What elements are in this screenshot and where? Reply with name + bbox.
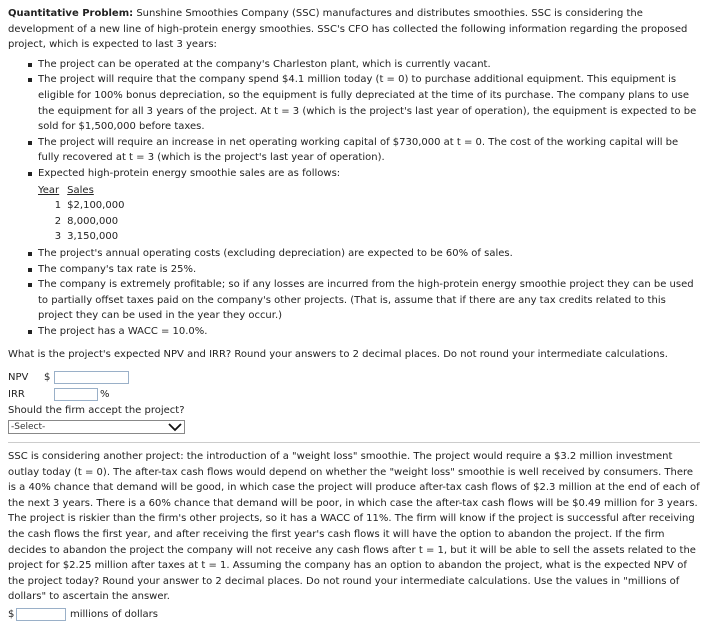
npv-currency: $ bbox=[44, 372, 51, 384]
problem-title: Quantitative Problem: bbox=[8, 8, 134, 19]
table-cell-sales: $2,100,000 bbox=[67, 200, 125, 212]
table-cell-year: 3 bbox=[54, 231, 62, 243]
list-item: The project has a WACC = 10.0%. bbox=[38, 324, 700, 340]
irr-label: IRR bbox=[8, 389, 25, 401]
accept-select-value: -Select- bbox=[11, 422, 46, 433]
list-item bbox=[38, 166, 700, 245]
table-header-row bbox=[38, 183, 124, 199]
assumptions-list-bottom bbox=[8, 246, 700, 340]
accept-question: Should the firm accept the project? bbox=[8, 405, 185, 417]
table-cell-sales: 8,000,000 bbox=[67, 215, 119, 227]
assumptions-list-top bbox=[8, 57, 700, 245]
table-header-sales: Sales bbox=[67, 184, 94, 196]
intro-text: Sunshine Smoothies Company (SSC) manufactures and distributes smoothies. SSC is considering the development of a new line of high-protein energy smoothies. SSC's CFO has collected the following information regarding the proposed project, which is expected to last 3 years: bbox=[8, 8, 688, 51]
list-item: The project's annual operating costs (excluding depreciation) are expected to be 60% of sales. bbox=[38, 246, 700, 262]
section-divider bbox=[8, 442, 700, 443]
npv-row bbox=[8, 369, 700, 386]
table-cell-year: 1 bbox=[54, 200, 62, 212]
accept-select[interactable] bbox=[8, 420, 185, 434]
list-item: The project can be operated at the company's Charleston plant, which is currently vacant. bbox=[38, 57, 700, 73]
npv-input[interactable] bbox=[54, 371, 129, 384]
table-cell-year: 2 bbox=[54, 215, 62, 227]
list-item: The company is extremely profitable; so if any losses are incurred from the high-protein energy smoothie project they can be used to partially offset taxes paid on the company's other projects. (That is, assume that if there are any tax credits related to this project they can be used in the year they occur.) bbox=[38, 277, 700, 324]
sales-table bbox=[38, 183, 124, 245]
intro-paragraph bbox=[8, 6, 700, 53]
npv-label: NPV bbox=[8, 372, 29, 384]
part2-npv-input[interactable] bbox=[16, 608, 66, 621]
list-item: The project will require that the company spend $4.1 million today (t = 0) to purchase additional equipment. This equipment is eligible for 100% bonus depreciation, so the equipment is fully depreciated at the time of its purchase. The company plans to use the equipment for all 3 years of the project. At t = 3 (which is the project's last year of operation), the equipment is expected to be sold for $1,500,000 before taxes. bbox=[38, 72, 700, 134]
question-text: What is the project's expected NPV and IRR? Round your answers to 2 decimal places. Do not round your intermediate calculations. bbox=[8, 349, 668, 361]
list-item: The company's tax rate is 25%. bbox=[38, 262, 700, 278]
irr-input[interactable] bbox=[54, 388, 98, 401]
irr-row bbox=[8, 386, 700, 403]
sales-intro: Expected high-protein energy smoothie sales are as follows: bbox=[38, 167, 341, 179]
table-row bbox=[38, 214, 124, 230]
table-row bbox=[38, 229, 124, 245]
chevron-down-icon bbox=[168, 422, 182, 432]
table-header-year: Year bbox=[38, 184, 60, 196]
part2-currency: $ bbox=[8, 608, 15, 620]
part2-text: SSC is considering another project: the introduction of a "weight loss" smoothie. The project would require a $3.2 million investment outlay today (t = 0). The after-tax cash flows would depend on whether the "weight loss" smoothie is well received by consumers. There is a 40% chance that demand will be good, in which case the project will produce after-tax cash flows of $2.3 million at the end of each of the next 3 years. There is a 60% chance that demand will be poor, in which case the after-tax cash flows will be $0.49 million for 3 years. The project is riskier than the firm's other projects, so it has a WACC of 11%. The firm will know if the project is successful after receiving the cash flows the first year, and after receiving the first year's cash flows it will have the option to abandon the project. If the firm decides to abandon the project the company will not receive any cash flows after t = 1, but it will be able to sell the assets related to the project for $2.25 million after taxes at t = 1. Assuming the company has an option to abandon the project, what is the expected NPV of the project today? Round your answer to 2 decimal places. Do not round your intermediate calculations. Use the values in "millions of dollars" to ascertain the answer. bbox=[8, 451, 700, 603]
table-cell-sales: 3,150,000 bbox=[67, 231, 119, 243]
part2-answer-row bbox=[8, 606, 700, 622]
answers-block bbox=[8, 369, 700, 434]
irr-unit: % bbox=[100, 389, 110, 401]
list-item: The project will require an increase in net operating working capital of $730,000 at t = 0. The cost of the working capital will be fully recovered at t = 3 (which is the project's last year of operation). bbox=[38, 135, 700, 166]
table-row bbox=[38, 198, 124, 214]
part2-unit: millions of dollars bbox=[70, 608, 158, 620]
